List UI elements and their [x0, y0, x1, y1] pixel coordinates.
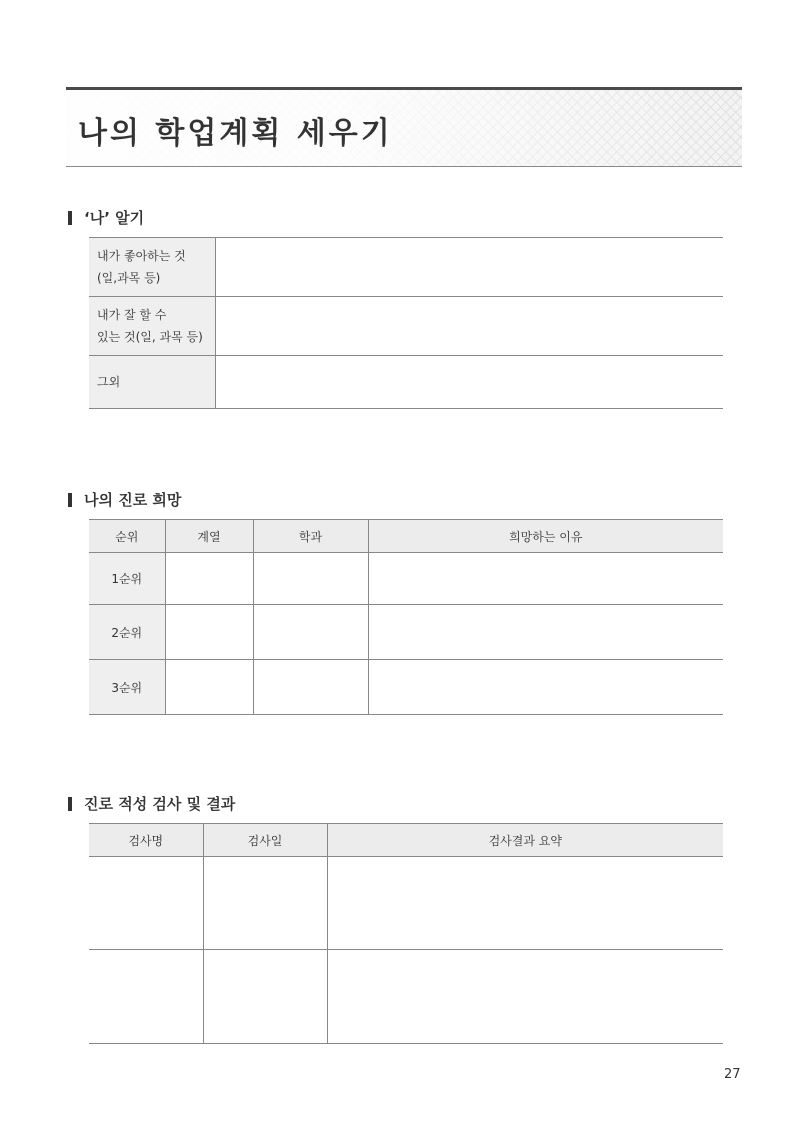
page-title: 나의 학업계획 세우기	[78, 116, 393, 151]
header-test-date: 검사일	[203, 824, 327, 857]
label-line: 내가 잘 할 수	[97, 308, 167, 322]
row-label	[89, 356, 216, 409]
rank-cell: 2순위	[89, 605, 165, 660]
table-row	[89, 605, 723, 660]
reason-input-cell[interactable]	[368, 605, 723, 660]
field-input-cell[interactable]	[165, 660, 253, 715]
table-row	[89, 297, 723, 356]
section-title-aptitude-test	[68, 793, 235, 814]
label-line: 있는 것(일, 과목 등)	[97, 330, 203, 344]
reason-input-cell[interactable]	[368, 660, 723, 715]
know-me-table	[89, 237, 723, 409]
header-rank: 순위	[89, 520, 165, 553]
section-title-text: 진로 적성 검사 및 결과	[84, 795, 236, 813]
table-row	[89, 857, 723, 950]
section-bullet-icon	[68, 211, 72, 225]
label-line: 그외	[97, 375, 121, 389]
section-title-career-hope	[68, 489, 181, 510]
test-name-input-cell[interactable]	[89, 857, 203, 950]
header-result-summary: 검사결과 요약	[327, 824, 723, 857]
section-bullet-icon	[68, 797, 72, 811]
table-header-row	[89, 520, 723, 553]
section-title-text: ‘나’ 알기	[84, 209, 145, 227]
others-input-cell[interactable]	[216, 356, 724, 409]
rank-cell: 3순위	[89, 660, 165, 715]
result-summary-input-cell[interactable]	[327, 950, 723, 1044]
row-label	[89, 238, 216, 297]
section-title-know-me	[68, 207, 144, 228]
test-name-input-cell[interactable]	[89, 950, 203, 1044]
table-header-row	[89, 824, 723, 857]
major-input-cell[interactable]	[253, 553, 368, 605]
header-test-name: 검사명	[89, 824, 203, 857]
test-date-input-cell[interactable]	[203, 950, 327, 1044]
table-row	[89, 950, 723, 1044]
table-row	[89, 238, 723, 297]
strengths-input-cell[interactable]	[216, 297, 724, 356]
major-input-cell[interactable]	[253, 660, 368, 715]
field-input-cell[interactable]	[165, 605, 253, 660]
career-hope-table	[89, 519, 723, 715]
major-input-cell[interactable]	[253, 605, 368, 660]
rank-cell: 1순위	[89, 553, 165, 605]
likes-input-cell[interactable]	[216, 238, 724, 297]
label-line: 내가 좋아하는 것	[97, 249, 186, 263]
result-summary-input-cell[interactable]	[327, 857, 723, 950]
section-bullet-icon	[68, 493, 72, 507]
label-line: (일,과목 등)	[97, 271, 161, 285]
reason-input-cell[interactable]	[368, 553, 723, 605]
header-major: 학과	[253, 520, 368, 553]
header-reason: 희망하는 이유	[368, 520, 723, 553]
table-row	[89, 660, 723, 715]
section-title-text: 나의 진로 희망	[84, 491, 182, 509]
field-input-cell[interactable]	[165, 553, 253, 605]
page-number: 27	[724, 1067, 741, 1082]
test-date-input-cell[interactable]	[203, 857, 327, 950]
title-band	[66, 87, 742, 167]
header-field: 계열	[165, 520, 253, 553]
table-row	[89, 553, 723, 605]
table-row	[89, 356, 723, 409]
aptitude-test-table	[89, 823, 723, 1044]
row-label	[89, 297, 216, 356]
